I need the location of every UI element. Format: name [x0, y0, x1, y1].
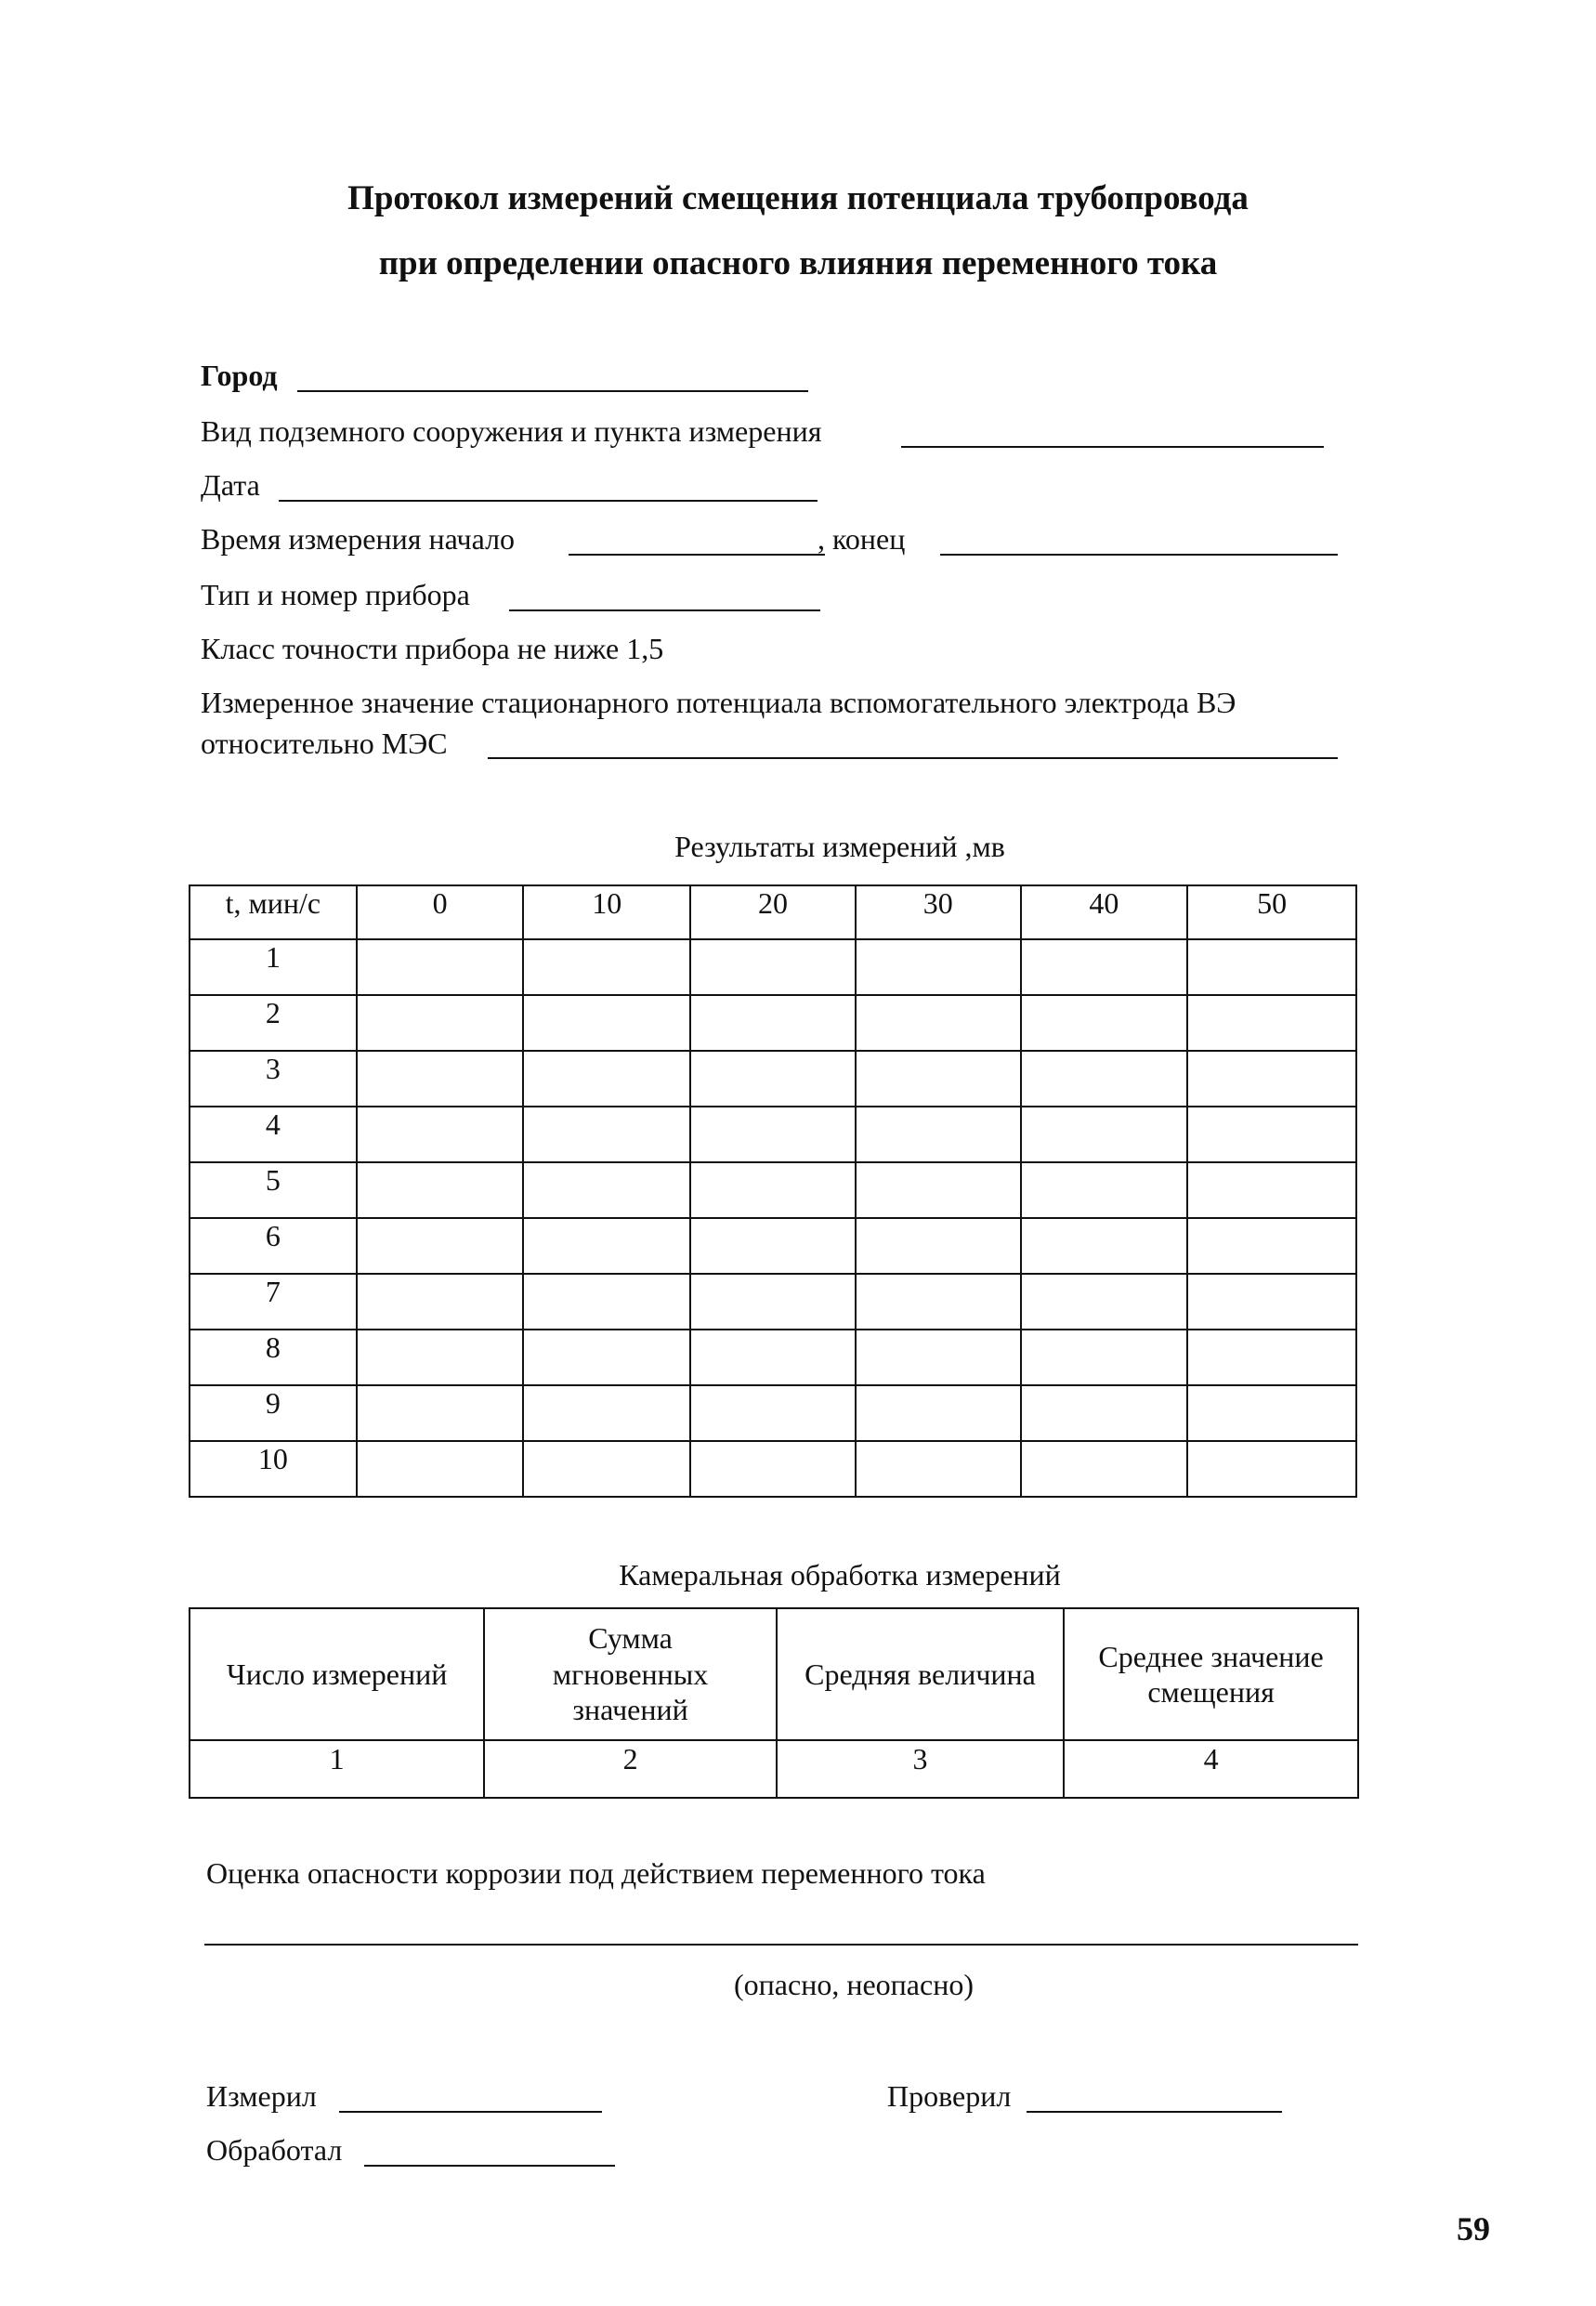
value-cell[interactable]	[1187, 1274, 1356, 1330]
checked-field[interactable]	[1027, 2111, 1282, 2113]
table-row	[190, 1385, 1356, 1441]
accuracy-text: Класс точности прибора не ниже 1,5	[201, 632, 664, 665]
value-cell[interactable]	[856, 1441, 1021, 1497]
value-cell[interactable]	[690, 1274, 856, 1330]
value-cell[interactable]	[357, 995, 524, 1051]
header-cell-40: 40	[1021, 885, 1188, 939]
value-cell[interactable]	[690, 1218, 856, 1274]
value-cell[interactable]	[856, 1218, 1021, 1274]
time-start-label: Время измерения начало	[201, 522, 516, 556]
value-cell[interactable]	[357, 1385, 524, 1441]
value-cell[interactable]	[523, 939, 690, 995]
value-cell[interactable]	[523, 1051, 690, 1107]
assessment-field[interactable]	[204, 1944, 1358, 1946]
table-row	[190, 939, 1356, 995]
value-cell[interactable]	[523, 1385, 690, 1441]
header-mean-shift-text: Среднее значение смещения	[1098, 1639, 1324, 1709]
table-row	[190, 1218, 1356, 1274]
value-cell[interactable]	[357, 1107, 524, 1162]
value-cell[interactable]	[856, 1274, 1021, 1330]
potential-label-line2: относительно МЭС	[201, 727, 448, 760]
value-cell[interactable]	[357, 939, 524, 995]
table-row	[190, 1051, 1356, 1107]
date-field[interactable]	[279, 500, 818, 502]
value-cell[interactable]	[1021, 1162, 1188, 1218]
value-cell[interactable]	[357, 1162, 524, 1218]
measured-label: Измерил	[206, 2079, 317, 2113]
processing-table	[189, 1607, 1359, 1799]
value-cell[interactable]	[1187, 995, 1356, 1051]
value-cell[interactable]	[856, 1385, 1021, 1441]
time-end-label: , конец	[818, 522, 906, 556]
processing-number-row	[190, 1740, 1358, 1798]
value-cell[interactable]	[357, 1330, 524, 1385]
value-cell[interactable]	[1187, 1162, 1356, 1218]
checked-label: Проверил	[887, 2079, 1012, 2113]
value-cell[interactable]	[690, 939, 856, 995]
value-cell[interactable]	[1021, 1107, 1188, 1162]
value-cell[interactable]	[523, 1107, 690, 1162]
column-number: 4	[1064, 1740, 1358, 1798]
value-cell[interactable]	[1187, 1385, 1356, 1441]
value-cell[interactable]	[1021, 1330, 1188, 1385]
value-cell[interactable]	[1187, 1330, 1356, 1385]
time-start-field[interactable]	[569, 554, 825, 556]
value-cell[interactable]	[690, 1051, 856, 1107]
device-field[interactable]	[509, 609, 820, 611]
row-number: 3	[190, 1051, 357, 1107]
value-cell[interactable]	[856, 1162, 1021, 1218]
value-cell[interactable]	[523, 995, 690, 1051]
value-cell[interactable]	[690, 1385, 856, 1441]
value-cell[interactable]	[523, 1218, 690, 1274]
value-cell[interactable]	[1021, 1218, 1188, 1274]
value-cell[interactable]	[1021, 1441, 1188, 1497]
value-cell[interactable]	[856, 1330, 1021, 1385]
header-sum	[484, 1608, 777, 1740]
value-cell[interactable]	[856, 995, 1021, 1051]
value-cell[interactable]	[523, 1162, 690, 1218]
value-cell[interactable]	[523, 1330, 690, 1385]
value-cell[interactable]	[523, 1441, 690, 1497]
value-cell[interactable]	[1021, 939, 1188, 995]
value-cell[interactable]	[357, 1051, 524, 1107]
city-field[interactable]	[297, 390, 808, 392]
header-mean-shift	[1064, 1608, 1358, 1740]
row-number: 8	[190, 1330, 357, 1385]
header-cell-50: 50	[1187, 885, 1356, 939]
table-row	[190, 1107, 1356, 1162]
value-cell[interactable]	[1021, 1051, 1188, 1107]
header-mean: Средняя величина	[777, 1608, 1064, 1740]
processed-label: Обработал	[206, 2133, 343, 2167]
value-cell[interactable]	[856, 1107, 1021, 1162]
value-cell[interactable]	[1187, 939, 1356, 995]
results-table	[189, 884, 1357, 1498]
value-cell[interactable]	[1187, 1441, 1356, 1497]
value-cell[interactable]	[856, 939, 1021, 995]
assessment-label: Оценка опасности коррозии под действием переменного тока	[206, 1856, 986, 1890]
value-cell[interactable]	[690, 1330, 856, 1385]
row-number: 5	[190, 1162, 357, 1218]
row-number: 6	[190, 1218, 357, 1274]
potential-field[interactable]	[488, 757, 1338, 759]
table-row	[190, 1441, 1356, 1497]
header-cell-0: 0	[357, 885, 524, 939]
table-row	[190, 1330, 1356, 1385]
table-row	[190, 995, 1356, 1051]
row-number: 4	[190, 1107, 357, 1162]
header-cell-20: 20	[690, 885, 856, 939]
value-cell[interactable]	[357, 1274, 524, 1330]
value-cell[interactable]	[1187, 1218, 1356, 1274]
structure-label: Вид подземного сооружения и пункта измерения	[201, 414, 822, 448]
document-title-line2: при определении опасного влияния переменного тока	[378, 244, 1218, 282]
measured-field[interactable]	[339, 2111, 602, 2113]
value-cell[interactable]	[690, 1441, 856, 1497]
date-label: Дата	[201, 468, 260, 502]
value-cell[interactable]	[523, 1274, 690, 1330]
column-number: 2	[484, 1740, 777, 1798]
assessment-hint: (опасно, неопасно)	[734, 1968, 974, 2001]
header-cell-time: t, мин/с	[190, 885, 357, 939]
column-number: 3	[777, 1740, 1064, 1798]
row-number: 7	[190, 1274, 357, 1330]
table-row	[190, 1274, 1356, 1330]
structure-field[interactable]	[901, 446, 1324, 448]
processing-header-row	[190, 1608, 1358, 1740]
header-count: Число измерений	[190, 1608, 484, 1740]
row-number: 2	[190, 995, 357, 1051]
processing-caption: Камеральная обработка измерений	[619, 1558, 1061, 1592]
value-cell[interactable]	[856, 1051, 1021, 1107]
row-number: 10	[190, 1441, 357, 1497]
header-cell-10: 10	[523, 885, 690, 939]
value-cell[interactable]	[1021, 995, 1188, 1051]
device-label: Тип и номер прибора	[201, 578, 470, 611]
header-cell-30: 30	[856, 885, 1021, 939]
document-title-line1: Протокол измерений смещения потенциала трубопровода	[347, 179, 1249, 217]
value-cell[interactable]	[690, 1107, 856, 1162]
potential-label-line1: Измеренное значение стационарного потенциала вспомогательного электрода ВЭ	[201, 686, 1236, 719]
value-cell[interactable]	[1187, 1051, 1356, 1107]
value-cell[interactable]	[1021, 1385, 1188, 1441]
row-number: 1	[190, 939, 357, 995]
table-row	[190, 1162, 1356, 1218]
value-cell[interactable]	[1187, 1107, 1356, 1162]
value-cell[interactable]	[357, 1218, 524, 1274]
header-sum-text: Сумма мгновенных значений	[552, 1621, 709, 1727]
results-caption: Результаты измерений ,мв	[674, 830, 1005, 863]
city-label: Город	[201, 359, 278, 392]
column-number: 1	[190, 1740, 484, 1798]
value-cell[interactable]	[357, 1441, 524, 1497]
time-end-field[interactable]	[940, 554, 1338, 556]
value-cell[interactable]	[690, 995, 856, 1051]
row-number: 9	[190, 1385, 357, 1441]
value-cell[interactable]	[690, 1162, 856, 1218]
processed-field[interactable]	[364, 2165, 615, 2167]
value-cell[interactable]	[1021, 1274, 1188, 1330]
page-number: 59	[1457, 2210, 1490, 2247]
results-header-row	[190, 885, 1356, 939]
